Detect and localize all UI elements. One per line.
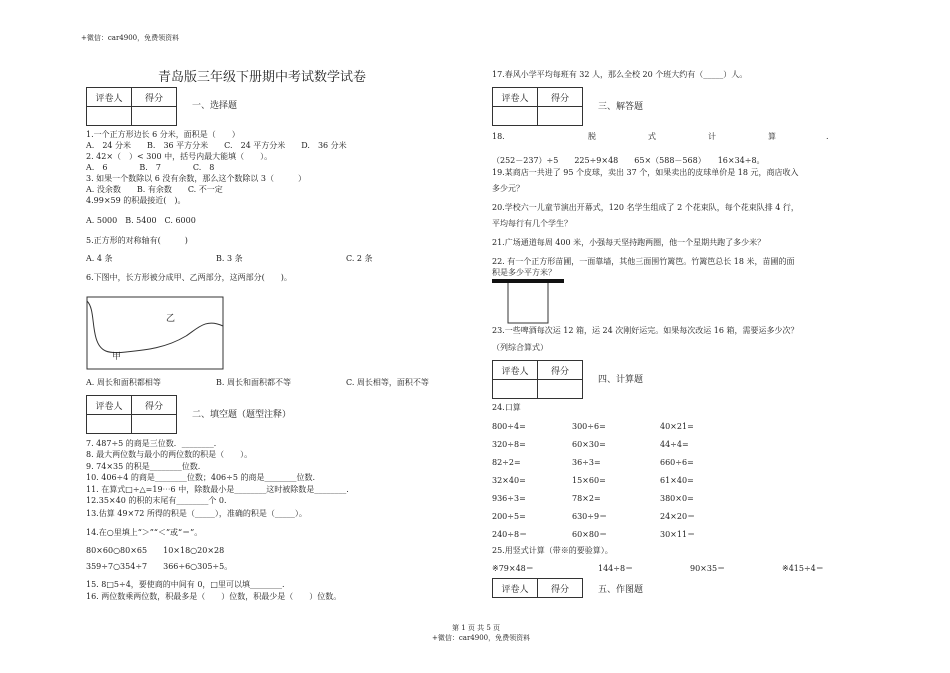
question-17: 17.春风小学平均每班有 32 人，那么全校 20 个班大约有（_____）人。 (492, 70, 748, 79)
question-25-item: 144÷8＝ (598, 564, 634, 573)
calc-cell: 630÷9＝ (572, 512, 608, 521)
calc-cell: 800÷4= (492, 422, 526, 431)
page-number: 第 1 页 共 5 页 (452, 624, 501, 632)
calc-cell: 36÷3= (572, 458, 601, 467)
calc-cell: 60×80＝ (572, 530, 608, 539)
question-4: 4.99×59 的积最接近( )。 (86, 196, 186, 205)
score-table (492, 360, 583, 399)
calc-cell: 240÷8＝ (492, 530, 528, 539)
question-25-item: ※79×48＝ (492, 564, 534, 573)
question-21: 21.广场通道每周 400 米，小强每天坚持跑两圈，他一个星期共跑了多少米？ (492, 238, 766, 247)
calc-cell: 44÷4= (660, 440, 689, 449)
section-heading-draw: 五、作图题 (598, 585, 644, 595)
question-25-item: ※415÷4＝ (782, 564, 824, 573)
question-25: 25.用竖式计算（带※的要验算）。 (492, 546, 613, 555)
question-22-line-2: 积是多少平方米？ (492, 268, 556, 277)
calc-cell: 32×40= (492, 476, 526, 485)
calc-cell: 320÷8= (492, 440, 526, 449)
question-11: 11. 在算式□÷△=19⋯6 中，除数最小是________这时被除数是________. (86, 485, 349, 494)
question-2: 2. 42×（ ）< 300 中，括号内最大能填（ ）。 (86, 152, 273, 161)
question-18-expressions: （252－237）÷5 225÷9×48 65×（588－568） 16×34÷8。 (492, 156, 765, 165)
question-5-option-b: B. 3 条 (216, 254, 243, 263)
question-3: 3. 如果一个数除以 6 没有余数，那么这个数除以 3（ ） (86, 174, 306, 183)
question-5-option-c: C. 2 条 (346, 254, 373, 263)
question-24: 24.口算 (492, 403, 521, 412)
question-6-option-c: C. 周长相等，面积不等 (346, 378, 429, 387)
score-table (86, 395, 177, 434)
question-18-word-4: 算 (768, 132, 776, 141)
score-table-grader: 评卷人 (493, 361, 538, 380)
question-18-word-3: 计 (708, 132, 716, 141)
question-13: 13.估算 49×72 所得的积是（_____），准确的积是（_____）。 (86, 509, 307, 518)
score-table-grader: 评卷人 (87, 396, 132, 415)
calc-cell: 15×60= (572, 476, 606, 485)
footer-note: +微信：car4900，免费领资料 (432, 634, 531, 642)
calc-cell: 30×11＝ (660, 530, 696, 539)
question-6: 6.下图中，长方形被分成甲、乙两部分，这两部分( )。 (86, 273, 292, 282)
question-9: 9. 74×35 的积是________位数. (86, 462, 201, 471)
score-table (492, 578, 583, 598)
score-table-grader: 评卷人 (493, 579, 538, 598)
question-14: 14.在○里填上“＞”“＜”或“＝”。 (86, 528, 203, 537)
calc-cell: 40×21= (660, 422, 694, 431)
section-heading-solve: 三、解答题 (598, 102, 644, 112)
question-7: 7. 487÷5 的商是三位数．________． (86, 439, 222, 448)
question-1-options: A. 24 分米 B. 36 平方分米 C. 24 平方分米 D. 36 分米 (86, 141, 347, 150)
header-note: +微信：car4900，免费领资料 (81, 34, 180, 42)
score-table-score: 得分 (132, 396, 177, 415)
calc-cell: 78×2= (572, 494, 601, 503)
score-table-score: 得分 (538, 579, 583, 598)
question-6-option-a: A. 周长和面积都相等 (86, 378, 161, 387)
question-5: 5.正方形的对称轴有( ) (86, 236, 188, 245)
score-table-grader: 评卷人 (493, 88, 538, 107)
question-20-line-1: 20.学校六一儿童节演出开幕式，120 名学生组成了 2 个花束队，每个花束队排 4 行， (492, 203, 799, 212)
rectangle-figure (86, 296, 224, 370)
question-4-options: A. 5000 B. 5400 C. 6000 (86, 216, 196, 225)
page-title: 青岛版三年级下册期中考试数学试卷 (158, 70, 367, 85)
question-23-note: （列综合算式） (492, 343, 548, 352)
section-heading-calc: 四、计算题 (598, 375, 644, 385)
nursery-figure (492, 279, 564, 325)
calc-cell: 24×20＝ (660, 512, 696, 521)
calc-cell: 200÷5= (492, 512, 526, 521)
score-table (86, 87, 177, 126)
question-15: 15. 8□5÷4，要使商的中间有 0，□里可以填________. (86, 580, 285, 589)
score-table-grader: 评卷人 (87, 88, 132, 107)
question-18-word-1: 脱 (588, 132, 596, 141)
calc-cell: 82÷2= (492, 458, 521, 467)
score-table (492, 87, 583, 126)
question-25-item: 90×35＝ (690, 564, 726, 573)
question-10: 10. 406÷4 的商是________位数；406÷5 的商是________位数. (86, 473, 316, 482)
question-23: 23.一些啤酒每次运 12 箱，运 24 次刚好运完。如果每次改运 16 箱，需要运多少次？ (492, 326, 799, 335)
calc-cell: 300÷6= (572, 422, 606, 431)
question-14-row-2: 359÷7○354÷7 366÷6○305÷5。 (86, 562, 233, 571)
question-19-line-2: 多少元？ (492, 184, 524, 193)
question-18-word-5: . (826, 132, 829, 141)
label-jia: 甲 (112, 352, 122, 362)
question-12: 12.35×40 的积的末尾有________个 0. (86, 496, 227, 505)
score-table-score: 得分 (538, 361, 583, 380)
calc-cell: 380×0= (660, 494, 694, 503)
calc-cell: 61×40= (660, 476, 694, 485)
score-table-score: 得分 (538, 88, 583, 107)
question-1: 1.一个正方形边长 6 分米，面积是（ ） (86, 130, 240, 139)
question-6-option-b: B. 周长和面积都不等 (216, 378, 291, 387)
question-16: 16. 两位数乘两位数，积最多是（ ）位数，积最少是（ ）位数。 (86, 592, 342, 601)
question-18-label: 18. (492, 132, 505, 141)
calc-cell: 936÷3= (492, 494, 526, 503)
question-20-line-2: 平均每行有几个学生？ (492, 219, 572, 228)
calc-cell: 60×30= (572, 440, 606, 449)
question-5-option-a: A. 4 条 (86, 254, 113, 263)
question-19-line-1: 19.某商店一共进了 95 个皮球，卖出 37 个，如果卖出的皮球单价是 18 元，商店收入 (492, 168, 799, 177)
question-14-row-1: 80×60○80×65 10×18○20×28 (86, 546, 225, 555)
score-table-score: 得分 (132, 88, 177, 107)
calc-cell: 660÷6= (660, 458, 694, 467)
question-3-options: A. 没余数 B. 有余数 C. 不一定 (86, 185, 223, 194)
section-heading-choice: 一、选择题 (192, 101, 238, 111)
question-18-word-2: 式 (648, 132, 656, 141)
question-22-line-1: 22. 有一个正方形苗圃，一面靠墙，其他三面围竹篱笆。竹篱笆总长 18 米，苗圃的面 (492, 257, 795, 266)
section-heading-fill: 二、填空题（题型注释） (192, 410, 292, 420)
question-2-options: A. 6 B. 7 C. 8 (86, 163, 215, 172)
label-yi: 乙 (166, 314, 176, 324)
question-8: 8. 最大两位数与最小的两位数的积是（ ）。 (86, 450, 253, 459)
